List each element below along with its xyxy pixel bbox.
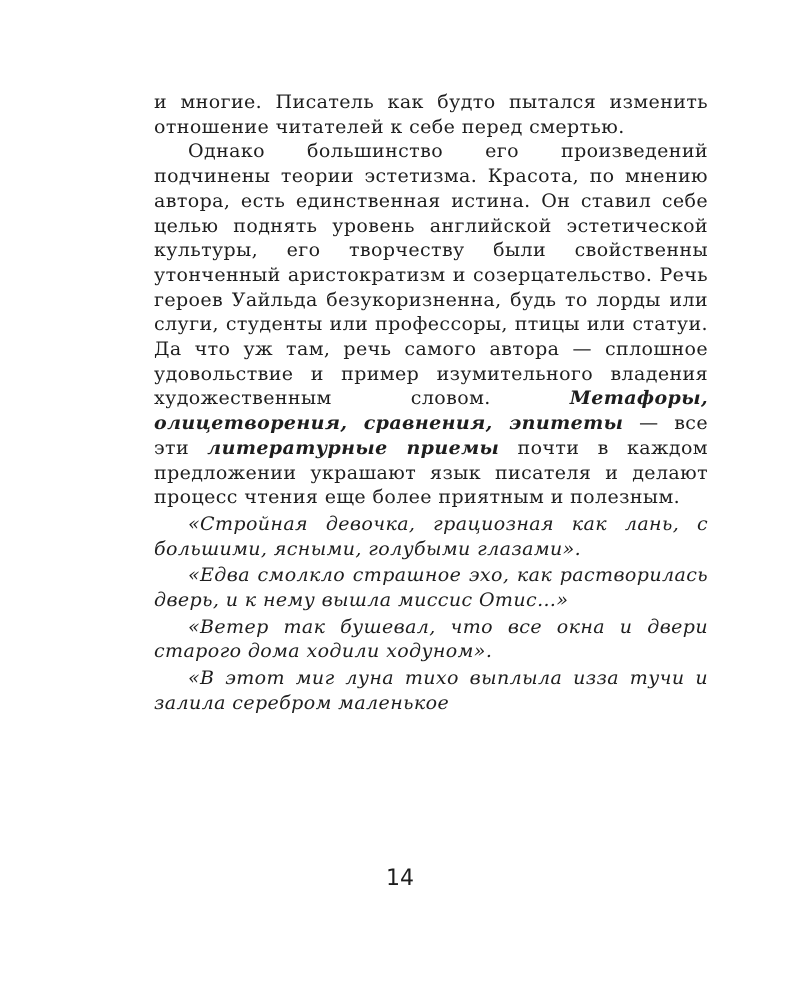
quote-1: «Стройная девочка, грациозная как лань, с большими, ясными, голубыми глазами». [154,512,708,560]
emphasis-literary-devices: литературные приемы [207,436,500,459]
quote-3: «Ветер так бушевал, что все окна и двери старого дома ходили ходуном». [154,615,708,663]
emphasis-devices: Метафоры, олицетворения, сравнения, эпитеты [154,387,708,435]
quote-4: «В этот миг луна тихо выплыла изза тучи и залила серебром маленькое [154,667,708,714]
paragraph-1: и многие. Писатель как будто пытался изменить отношение читателей к себе перед смертью. [154,91,708,138]
paragraph-2-end: почти в каждом предложении украшают язык писателя и делают процесс чтения еще более приятным и полезным. [154,436,708,509]
paragraph-2-mid: — все эти [154,412,708,459]
paragraph-2-text: Однако большинство его произведений подчинены теории эстетизма. Красота, по мнению автора, есть единственная истина. Он ставил себе целью поднять уровень английской эстетической культуры, его творчеству были свойственны утонченный аристократизм и созерцательство. Речь героев Уайльда безукоризненна, будь то лорды или слуги, студенты или профессоры, птицы или статуи. Да что уж там, речь самого автора — сплошное удовольствие и пример изумительного владения художественным словом. [154,140,708,410]
paragraph-2 [154,139,708,510]
page-number: 14 [386,866,414,891]
page-text [154,90,708,716]
quote-2: «Едва смолкло страшное эхо, как растворилась дверь, и к нему вышла миссис Отис…» [154,564,708,612]
